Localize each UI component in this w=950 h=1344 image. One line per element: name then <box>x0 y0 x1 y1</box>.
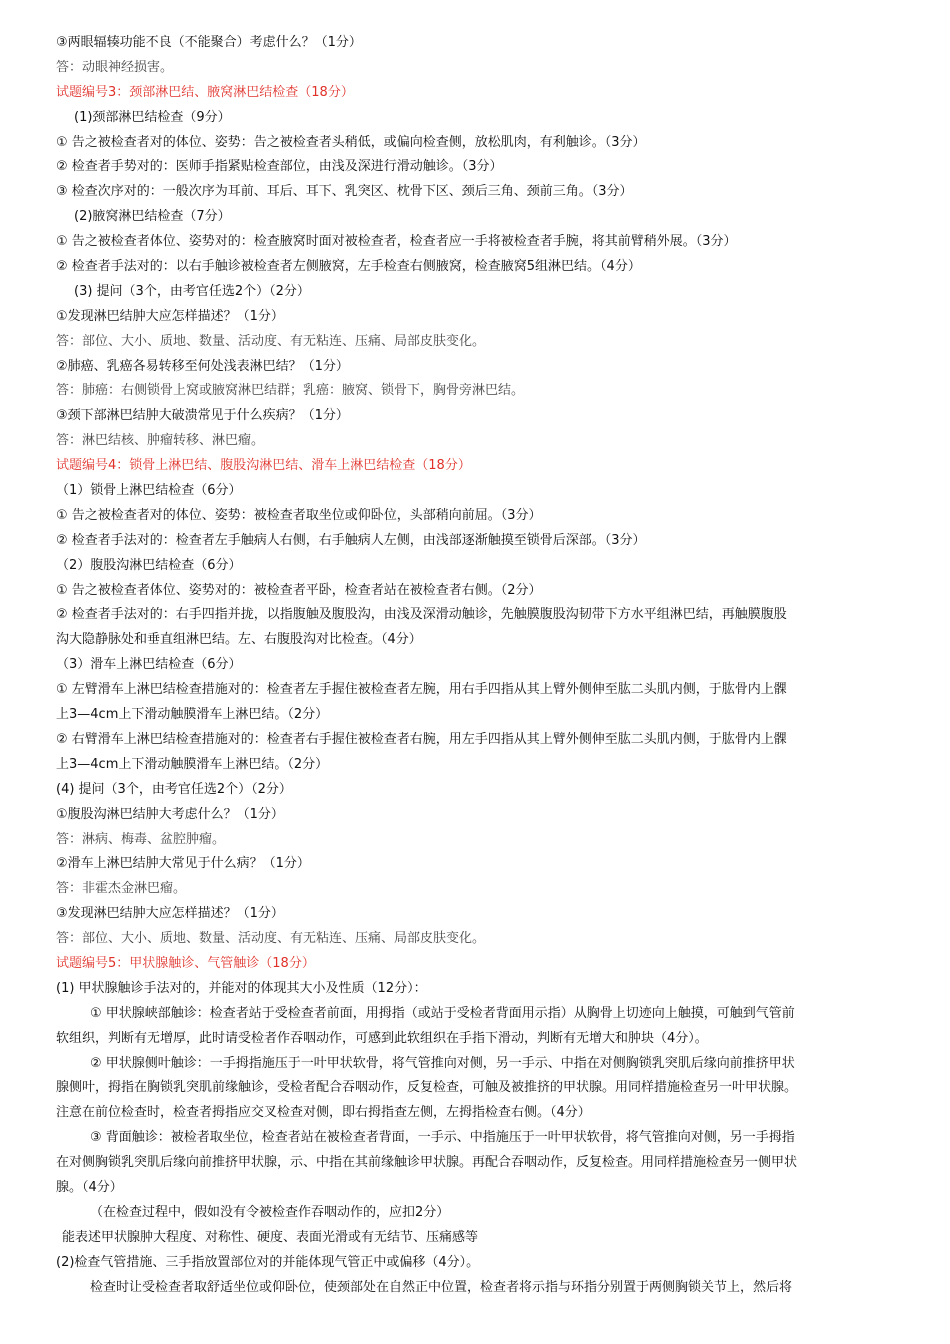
text-line: 上3—4cm上下滑动触膜滑车上淋巴结。（2分） <box>56 756 329 772</box>
text-line: (3) 提问（3个，由考官任选2个）（2分） <box>74 283 310 299</box>
text-line: ①发现淋巴结肿大应怎样描述？（1分） <box>56 308 284 324</box>
text-line: ③颈下部淋巴结肿大破溃常见于什么疾病？（1分） <box>56 408 349 424</box>
text-line: ②滑车上淋巴结肿大常见于什么病？（1分） <box>56 856 310 872</box>
text-line: ① 告之被检查者对的体位、姿势：告之被检查者头稍低，或偏向检查侧，放松肌肉，有利触诊。（3分） <box>56 134 646 150</box>
text-line: ③ 背面触诊：被检者取坐位，检查者站在被检查者背面，一手示、中指施压于一叶甲状软骨，将气管推向对侧，另一手拇指 <box>90 1130 795 1146</box>
text-line: ② 检查者手势对的：医师手指紧贴检查部位，由浅及深进行滑动触诊。（3分） <box>56 159 503 175</box>
section-title: 试题编号3：颈部淋巴结、腋窝淋巴结检查（18分） <box>56 84 354 100</box>
text-line: 在对侧胸锁乳突肌后缘向前推挤甲状腺，示、中指在其前缘触诊甲状腺。再配合吞咽动作，反复检查。用同样措施检查另一侧甲状 <box>56 1155 798 1171</box>
text-line: (4) 提问（3个，由考官任选2个）（2分） <box>56 781 292 797</box>
text-line: ① 甲状腺峡部触诊：检查者站于受检查者前面，用拇指（或站于受检者背面用示指）从胸骨上切迹向上触摸，可触到气管前 <box>90 1005 795 1021</box>
answer-line: 答：部位、大小、质地、数量、活动度、有无粘连、压痛、局部皮肤变化。 <box>56 931 486 947</box>
text-line: ②肺癌、乳癌各易转移至何处浅表淋巴结？（1分） <box>56 358 349 374</box>
text-line: ③发现淋巴结肿大应怎样描述？（1分） <box>56 906 284 922</box>
text-line: （在检查过程中，假如没有令被检查作吞咽动作的，应扣2分） <box>90 1204 450 1220</box>
answer-line: 答：动眼神经损害。 <box>56 59 174 75</box>
text-line: 沟大隐静脉处和垂直组淋巴结。左、右腹股沟对比检查。（4分） <box>56 632 422 648</box>
text-line: ① 告之被检查者对的体位、姿势：被检查者取坐位或仰卧位，头部稍向前屈。（3分） <box>56 507 542 523</box>
text-line: ③两眼辐辏功能不良（不能聚合）考虑什么？（1分） <box>56 35 362 50</box>
text-line: 能表述甲状腺肿大程度、对称性、硬度、表面光滑或有无结节、压痛感等 <box>62 1229 479 1245</box>
text-line: （3）滑车上淋巴结检查（6分） <box>56 657 242 673</box>
answer-line: 答：淋巴结核、肿瘤转移、淋巴瘤。 <box>56 433 265 449</box>
text-line: ② 检查者手法对的：检查者左手触病人右侧，右手触病人左侧，由浅部逐渐触摸至锁骨后深部。（3分） <box>56 532 646 548</box>
answer-line: 答：淋病、梅毒、盆腔肿瘤。 <box>56 831 226 847</box>
text-line: ② 甲状腺侧叶触诊：一手拇指施压于一叶甲状软骨，将气管推向对侧，另一手示、中指在对侧胸锁乳突肌后缘向前推挤甲状 <box>90 1055 795 1071</box>
text-line: ① 告之被检查者体位、姿势对的：检查腋窝时面对被检查者，检查者应一手将被检查者手腕，将其前臂稍外展。（3分） <box>56 234 737 250</box>
text-line: （1）锁骨上淋巴结检查（6分） <box>56 483 242 499</box>
text-line: ③ 检查次序对的：一般次序为耳前、耳后、耳下、乳突区、枕骨下区、颈后三角、颈前三角。（3分） <box>56 184 633 200</box>
text-line: ①腹股沟淋巴结肿大考虑什么？（1分） <box>56 806 284 822</box>
text-line: 腺侧叶，拇指在胸锁乳突肌前缘触诊，受检者配合吞咽动作，反复检查，可触及被推挤的甲状腺。用同样措施检查另一叶甲状腺。 <box>56 1080 798 1096</box>
section-title: 试题编号4：锁骨上淋巴结、腹股沟淋巴结、滑车上淋巴结检查（18分） <box>56 458 471 474</box>
text-line: 上3—4cm上下滑动触膜滑车上淋巴结。（2分） <box>56 707 329 723</box>
text-line: (1) 甲状腺触诊手法对的，并能对的体现其大小及性质（12分）： <box>56 980 427 996</box>
text-line: (2)腋窝淋巴结检查（7分） <box>74 209 231 225</box>
answer-line: 答：肺癌：右侧锁骨上窝或腋窝淋巴结群；乳癌：腋窝、锁骨下，胸骨旁淋巴结。 <box>56 383 525 399</box>
text-line: （2）腹股沟淋巴结检查（6分） <box>56 557 242 573</box>
answer-line: 答：非霍杰金淋巴瘤。 <box>56 881 187 897</box>
text-line: ② 检查者手法对的：以右手触诊被检查者左侧腋窝，左手检查右侧腋窝，检查腋窝5组淋巴结。（4分） <box>56 259 641 275</box>
text-line: ② 右臂滑车上淋巴结检查措施对的：检查者右手握住被检查者右腕，用左手四指从其上臂外侧伸至肱二头肌内侧，于肱骨内上髁 <box>56 731 787 747</box>
text-line: 注意在前位检查时，检查者拇指应交叉检查对侧，即右拇指查左侧，左拇指检查右侧。（4分） <box>56 1105 591 1121</box>
text-line: 腺。（4分） <box>56 1179 123 1195</box>
text-line: ① 告之被检查者体位、姿势对的：被检查者平卧，检查者站在被检查者右侧。（2分） <box>56 582 542 598</box>
text-line: 软组织，判断有无增厚，此时请受检者作吞咽动作，可感到此软组织在手指下滑动，判断有无增大和肿块（4分）。 <box>56 1030 708 1046</box>
answer-line: 答：部位、大小、质地、数量、活动度、有无粘连、压痛、局部皮肤变化。 <box>56 333 486 349</box>
text-line: ② 检查者手法对的：右手四指并拢，以指腹触及腹股沟，由浅及深滑动触诊，先触膜腹股沟韧带下方水平组淋巴结，再触膜腹股 <box>56 607 787 623</box>
text-line: (1)颈部淋巴结检查（9分） <box>74 109 231 125</box>
text-line: 检查时让受检查者取舒适坐位或仰卧位，使颈部处在自然正中位置，检查者将示指与环指分别置于两侧胸锁关节上，然后将 <box>90 1279 793 1295</box>
section-title: 试题编号5：甲状腺触诊、气管触诊（18分） <box>56 955 315 971</box>
text-line: ① 左臂滑车上淋巴结检查措施对的：检查者左手握住被检查者左腕，用右手四指从其上臂外侧伸至肱二头肌内侧，于肱骨内上髁 <box>56 682 787 698</box>
text-line: (2)检查气管措施、三手指放置部位对的并能体现气管正中或偏移（4分）。 <box>56 1254 480 1270</box>
